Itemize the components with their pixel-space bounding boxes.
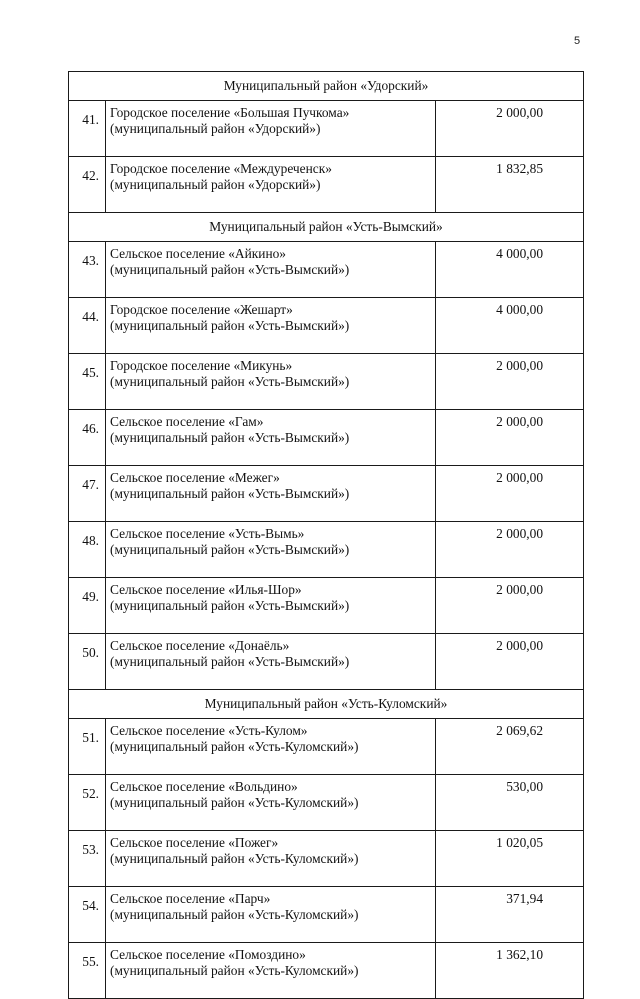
row-number: 45. (69, 354, 106, 410)
table-row (69, 242, 584, 298)
table-row (69, 719, 584, 775)
settlement-name: Сельское поселение «Усть-Кулом» (110, 723, 308, 738)
amount-value: 2 000,00 (436, 578, 584, 634)
section-title: Муниципальный район «Усть-Куломский» (69, 690, 584, 719)
settlement-cell (106, 242, 436, 298)
table-row (69, 831, 584, 887)
settlement-cell (106, 943, 436, 999)
district-note: (муниципальный район «Усть-Куломский») (110, 851, 359, 866)
settlement-name: Сельское поселение «Пожег» (110, 835, 279, 850)
table-row (69, 578, 584, 634)
settlement-name: Городское поселение «Микунь» (110, 358, 293, 373)
table-row (69, 157, 584, 213)
amount-value: 2 000,00 (436, 354, 584, 410)
settlement-name: Городское поселение «Жешарт» (110, 302, 293, 317)
settlement-cell (106, 522, 436, 578)
table-row (69, 522, 584, 578)
settlement-cell (106, 298, 436, 354)
table-row (69, 101, 584, 157)
row-number: 49. (69, 578, 106, 634)
settlement-name: Городское поселение «Большая Пучкома» (110, 105, 350, 120)
district-note: (муниципальный район «Усть-Куломский») (110, 963, 359, 978)
district-note: (муниципальный район «Усть-Куломский») (110, 795, 359, 810)
settlement-cell (106, 719, 436, 775)
row-number: 44. (69, 298, 106, 354)
amount-value: 2 000,00 (436, 466, 584, 522)
table-row (69, 634, 584, 690)
row-number: 48. (69, 522, 106, 578)
row-number: 47. (69, 466, 106, 522)
row-number: 53. (69, 831, 106, 887)
table-row (69, 298, 584, 354)
settlement-name: Сельское поселение «Парч» (110, 891, 271, 906)
district-note: (муниципальный район «Усть-Вымский») (110, 318, 350, 333)
amount-value: 1 362,10 (436, 943, 584, 999)
settlement-name: Сельское поселение «Донаёль» (110, 638, 290, 653)
table-row (69, 354, 584, 410)
table-row (69, 887, 584, 943)
table-row (69, 466, 584, 522)
amount-value: 2 000,00 (436, 634, 584, 690)
row-number: 41. (69, 101, 106, 157)
section-title: Муниципальный район «Усть-Вымский» (69, 213, 584, 242)
settlement-name: Сельское поселение «Помоздино» (110, 947, 306, 962)
section-header-row (69, 213, 584, 242)
table-row (69, 410, 584, 466)
amount-value: 1 020,05 (436, 831, 584, 887)
district-note: (муниципальный район «Усть-Вымский») (110, 654, 350, 669)
settlement-cell (106, 157, 436, 213)
amount-value: 371,94 (436, 887, 584, 943)
settlement-cell (106, 887, 436, 943)
row-number: 54. (69, 887, 106, 943)
settlement-cell (106, 354, 436, 410)
settlement-cell (106, 634, 436, 690)
table-body (69, 72, 584, 999)
table-row (69, 943, 584, 999)
settlement-cell (106, 466, 436, 522)
row-number: 50. (69, 634, 106, 690)
section-header-row (69, 690, 584, 719)
settlement-cell (106, 101, 436, 157)
district-note: (муниципальный район «Усть-Вымский») (110, 598, 350, 613)
district-note: (муниципальный район «Усть-Куломский») (110, 907, 359, 922)
district-note: (муниципальный район «Усть-Вымский») (110, 262, 350, 277)
settlement-name: Сельское поселение «Вольдино» (110, 779, 298, 794)
settlement-name: Сельское поселение «Айкино» (110, 246, 287, 261)
settlement-name: Сельское поселение «Межег» (110, 470, 280, 485)
district-note: (муниципальный район «Усть-Куломский») (110, 739, 359, 754)
allocation-table (68, 71, 584, 999)
row-number: 43. (69, 242, 106, 298)
settlement-cell (106, 410, 436, 466)
settlement-name: Сельское поселение «Илья-Шор» (110, 582, 302, 597)
amount-value: 2 000,00 (436, 101, 584, 157)
district-note: (муниципальный район «Усть-Вымский») (110, 542, 350, 557)
amount-value: 4 000,00 (436, 242, 584, 298)
section-title: Муниципальный район «Удорский» (69, 72, 584, 101)
district-note: (муниципальный район «Усть-Вымский») (110, 374, 350, 389)
district-note: (муниципальный район «Усть-Вымский») (110, 430, 350, 445)
row-number: 42. (69, 157, 106, 213)
row-number: 46. (69, 410, 106, 466)
section-header-row (69, 72, 584, 101)
row-number: 51. (69, 719, 106, 775)
amount-value: 2 000,00 (436, 522, 584, 578)
row-number: 55. (69, 943, 106, 999)
amount-value: 2 069,62 (436, 719, 584, 775)
settlement-name: Сельское поселение «Усть-Вымь» (110, 526, 305, 541)
amount-value: 2 000,00 (436, 410, 584, 466)
amount-value: 530,00 (436, 775, 584, 831)
amount-value: 4 000,00 (436, 298, 584, 354)
settlement-name: Сельское поселение «Гам» (110, 414, 264, 429)
settlement-name: Городское поселение «Междуреченск» (110, 161, 332, 176)
row-number: 52. (69, 775, 106, 831)
page-number: 5 (574, 35, 581, 47)
settlement-cell (106, 775, 436, 831)
district-note: (муниципальный район «Удорский») (110, 177, 321, 192)
settlement-cell (106, 831, 436, 887)
district-note: (муниципальный район «Удорский») (110, 121, 321, 136)
amount-value: 1 832,85 (436, 157, 584, 213)
settlement-cell (106, 578, 436, 634)
table-row (69, 775, 584, 831)
district-note: (муниципальный район «Усть-Вымский») (110, 486, 350, 501)
